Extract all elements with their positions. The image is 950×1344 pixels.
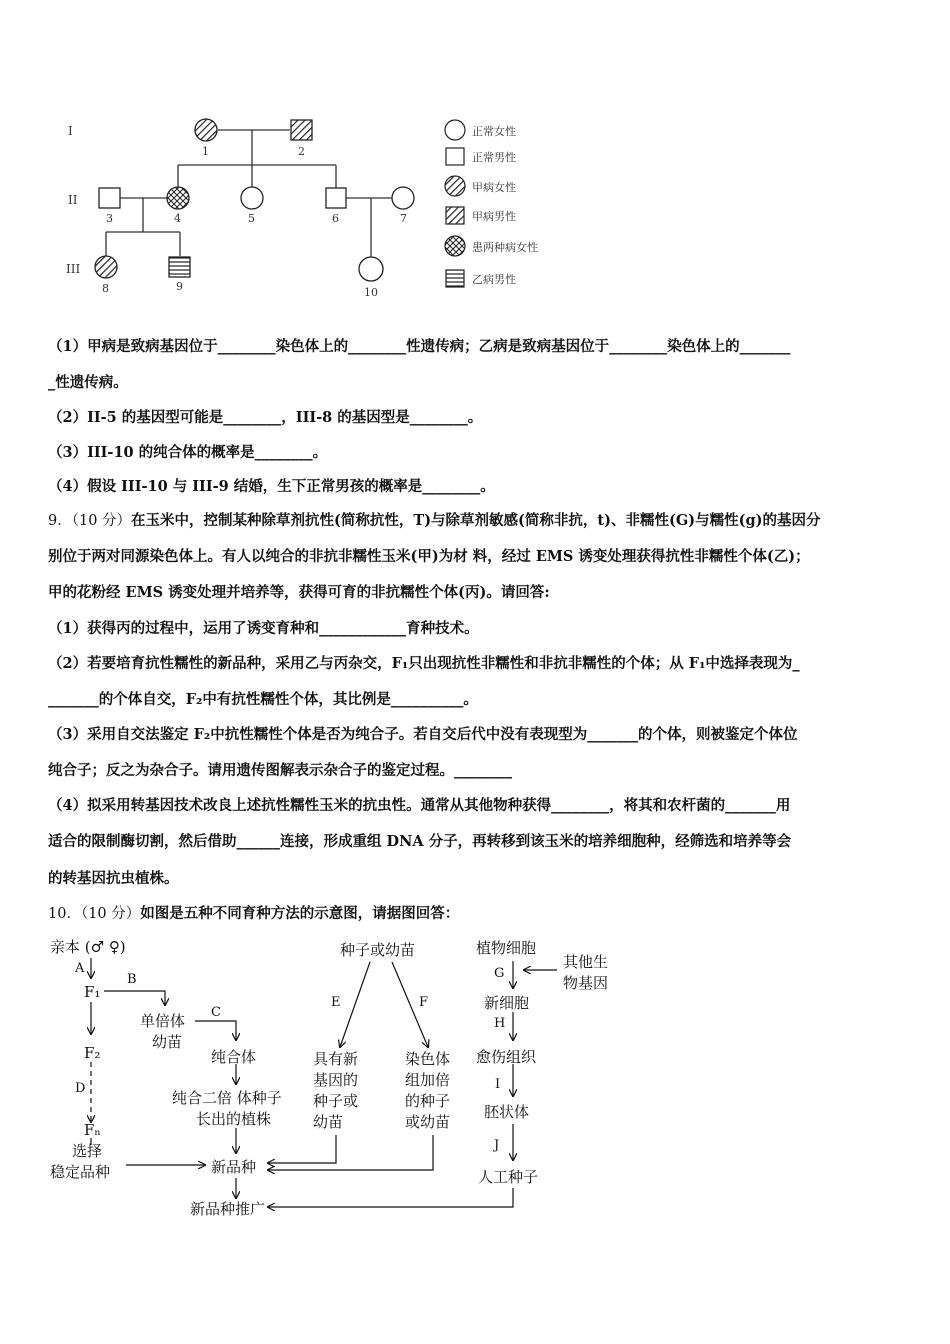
q10-number: 10．（10 分）: [48, 906, 141, 922]
individual-II-6: [326, 188, 346, 208]
legend-disease-a-male-icon: [446, 207, 464, 224]
q9-line-2: 别位于两对同源染色体上。有人以纯合的非抗非糯性玉米(甲)为材 料，经过 EMS 诱变处理获得抗性非糯性个体(乙)；: [48, 548, 810, 565]
flow-haploid-2: 幼苗: [152, 1033, 183, 1051]
q8-line-3: （2）II-5 的基因型可能是________，III-8 的基因型是________。: [48, 409, 483, 426]
q9-line-1: [48, 511, 908, 531]
flow-other-gene-2: 物基因: [563, 974, 609, 992]
flow-diploid-1: 纯合二倍 体种子: [172, 1089, 282, 1107]
individual-I-1: [195, 119, 217, 141]
number-8: 8: [102, 282, 109, 295]
flow-gene-2: 基因的: [313, 1071, 359, 1089]
number-10: 10: [364, 286, 378, 299]
legend-disease-a-female: 甲病女性: [472, 181, 516, 194]
flow-seed: 种子或幼苗: [340, 941, 416, 959]
flow-label-G: G: [494, 966, 505, 981]
legend-normal-male-icon: [446, 148, 464, 165]
q9-number: 9．（10 分）: [48, 513, 132, 529]
legend-disease-b-male: 乙病男性: [472, 273, 516, 286]
individual-II-4: [167, 187, 189, 209]
flow-label-D: D: [75, 1081, 86, 1096]
generation-label-III: III: [66, 262, 81, 276]
individual-III-8: [95, 256, 117, 278]
individual-II-3: [99, 188, 120, 208]
flow-haploid-1: 单倍体: [140, 1012, 186, 1030]
individual-III-10: [359, 257, 383, 281]
flow-chrom-3: 的种子: [405, 1092, 451, 1110]
legend-normal-female-icon: [445, 120, 465, 140]
individual-II-5: [241, 187, 263, 209]
flow-gene-4: 幼苗: [313, 1113, 344, 1131]
flow-label-H: H: [494, 1016, 506, 1031]
flow-chrom-1: 染色体: [405, 1050, 451, 1068]
number-9: 9: [176, 280, 183, 293]
number-3: 3: [106, 212, 113, 225]
q9-line-10: 适合的限制酶切割，然后借助______连接，形成重组 DNA 分子，再转移到该玉米的培养细胞种，经筛选和培养等会: [48, 833, 792, 850]
legend-normal-male: 正常男性: [472, 151, 516, 164]
number-2: 2: [298, 145, 305, 158]
flow-label-B: B: [127, 972, 137, 987]
generation-label-II: II: [68, 193, 78, 207]
flow-callus: 愈伤组织: [476, 1048, 537, 1066]
q8-line-4: （3）III-10 的纯合体的概率是________。: [48, 444, 328, 461]
number-4: 4: [174, 212, 181, 225]
flow-parents: 亲本 (♂ ♀): [50, 938, 126, 956]
flow-select-1: 选择: [72, 1142, 103, 1160]
generation-label-I: I: [68, 124, 73, 138]
number-6: 6: [332, 212, 339, 225]
legend-disease-b-male-icon: [446, 270, 464, 287]
flow-promotion: 新品种推广: [190, 1200, 266, 1218]
q9-line-4: （1）获得丙的过程中，运用了诱变育种和____________育种技术。: [48, 620, 479, 637]
legend-disease-a-female-icon: [445, 176, 465, 196]
flow-label-I: I: [495, 1077, 501, 1092]
q8-line-2: _性遗传病。: [48, 374, 128, 391]
q8-line-1: （1）甲病是致病基因位于________染色体上的________性遗传病；乙病是致病基因位于________染色体上的_______: [48, 338, 791, 355]
individual-II-7: [392, 187, 414, 209]
flow-F1: F₁: [84, 983, 101, 1001]
number-7: 7: [400, 212, 407, 225]
flow-chrom-2: 组加倍: [405, 1071, 451, 1089]
flow-homozygote: 纯合体: [211, 1048, 257, 1066]
q9-line-9: （4）拟采用转基因技术改良上述抗性糯性玉米的抗虫性。通常从其他物种获得________，将其和农杆菌的_______用: [48, 797, 791, 814]
legend-disease-a-male: 甲病男性: [472, 210, 516, 223]
q9-line-5: （2）若要培育抗性糯性的新品种，采用乙与丙杂交，F₁只出现抗性非糯性和非抗非糯性的个体；从 F₁中选择表现为_: [48, 655, 800, 672]
flow-artificial-seed: 人工种子: [478, 1168, 539, 1186]
flow-new-variety: 新品种: [211, 1158, 257, 1176]
breeding-flow-diagram: [0, 930, 950, 1230]
flow-diploid-2: 长出的植株: [196, 1110, 272, 1128]
q8-line-5: （4）假设 III-10 与 III-9 结婚，生下正常男孩的概率是________。: [48, 478, 495, 495]
flow-F2: F₂: [84, 1044, 101, 1062]
flow-select-2: 稳定品种: [50, 1163, 111, 1181]
flow-other-gene-1: 其他生: [563, 953, 609, 971]
q9-line-11: 的转基因抗虫植株。: [48, 870, 179, 887]
q9-line-1-text: 在玉米中，控制某种除草剂抗性(简称抗性，T)与除草剂敏感(简称非抗，t)、非糯性(G)与糯性(g)的基因分: [131, 512, 821, 529]
flow-embryoid: 胚状体: [484, 1103, 530, 1121]
q10-text: 如图是五种不同育种方法的示意图，请据图回答：: [140, 905, 460, 922]
flow-Fn: Fₙ: [84, 1121, 101, 1139]
flow-plant-cell: 植物细胞: [476, 939, 537, 957]
flow-label-C: C: [211, 1005, 221, 1020]
flow-gene-3: 种子或: [313, 1092, 359, 1110]
q9-line-3: 甲的花粉经 EMS 诱变处理并培养等，获得可育的非抗糯性个体(丙)。请回答:: [48, 584, 550, 601]
flow-label-F: F: [419, 995, 429, 1010]
flow-label-A: A: [75, 961, 85, 976]
number-5: 5: [248, 212, 255, 225]
flow-gene-1: 具有新: [313, 1050, 359, 1068]
number-1: 1: [202, 145, 209, 158]
legend-both-diseases-female: 患两种病女性: [472, 241, 538, 254]
legend-normal-female: 正常女性: [472, 125, 516, 138]
q9-line-7: （3）采用自交法鉴定 F₂中抗性糯性个体是否为纯合子。若自交后代中没有表现型为_______的个体，则被鉴定个体位: [48, 726, 798, 743]
q9-line-6: _______的个体自交，F₂中有抗性糯性个体，其比例是__________。: [48, 691, 478, 708]
flow-new-cell: 新细胞: [484, 994, 530, 1012]
flow-chrom-4: 或幼苗: [405, 1113, 451, 1131]
flow-label-J: J: [494, 1138, 500, 1153]
q10-line-1: [48, 904, 908, 924]
legend-both-diseases-female-icon: [445, 236, 465, 256]
q9-line-8: 纯合子；反之为杂合子。请用遗传图解表示杂合子的鉴定过程。________: [48, 762, 512, 779]
pedigree-chart: [0, 100, 600, 310]
individual-I-2: [291, 120, 312, 140]
individual-III-9: [169, 257, 190, 277]
flow-label-E: E: [331, 995, 341, 1010]
